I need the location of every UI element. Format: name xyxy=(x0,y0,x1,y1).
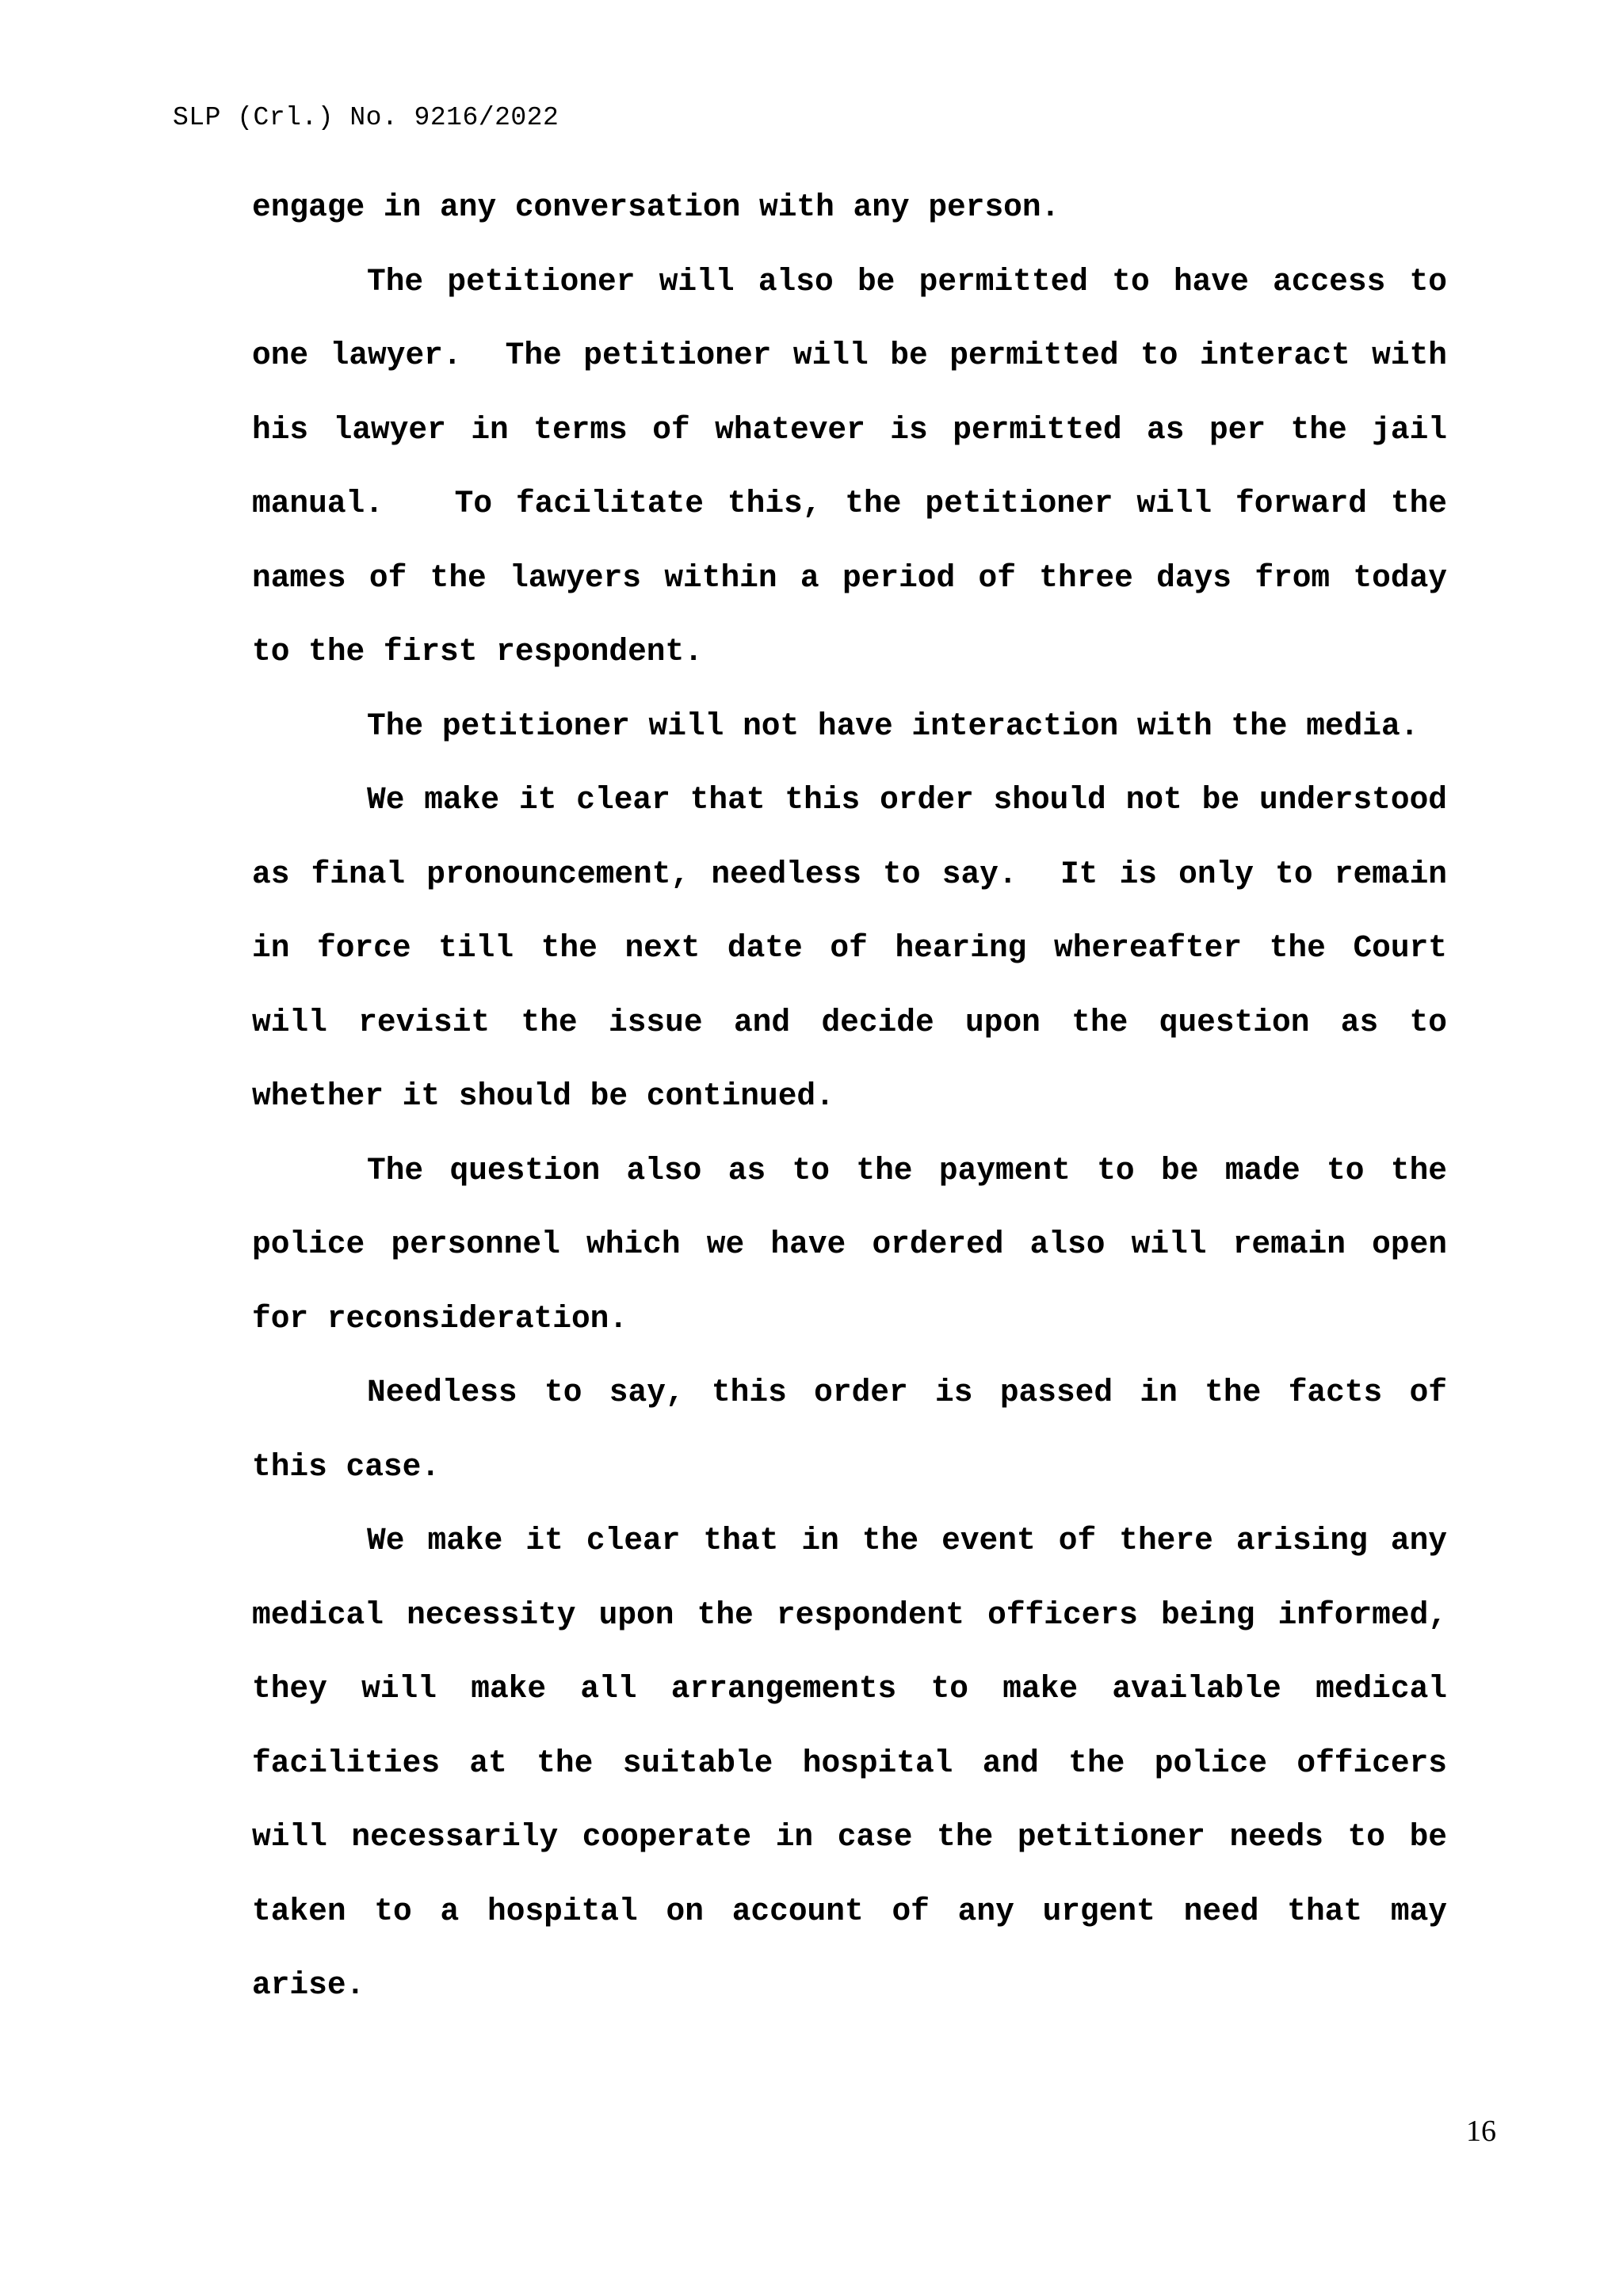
paragraph-continuation: engage in any conversation with any person. xyxy=(252,189,1060,225)
paragraph-lawyer-access: The petitioner will also be permitted to have access to one lawyer. The petitioner will be permitted to interact with his lawyer in terms of whatever is permitted as per the jail manual. To facilitate this, the petitioner will forward the names of the lawyers within a period of three days from today to the first respondent. xyxy=(252,263,1466,669)
paragraph-media: The petitioner will not have interaction with the media. xyxy=(367,707,1419,744)
case-number-header: SLP (Crl.) No. 9216/2022 xyxy=(173,103,559,132)
paragraph-not-final: We make it clear that this order should not be understood as final pronouncement, needless to say. It is only to remain in force till the next date of hearing whereafter the Court will revisit the issue and decide upon the question as to whether it should be continued. xyxy=(252,782,1466,1114)
page-number: 16 xyxy=(1466,2115,1496,2148)
paragraph-police-payment: The question also as to the payment to be made to the police personnel which we have ordered also will remain open for reconsideration. xyxy=(252,1152,1466,1337)
order-body xyxy=(252,170,1466,2023)
paragraph-facts-of-case: Needless to say, this order is passed in the facts of this case. xyxy=(252,1375,1466,1485)
paragraph-medical-necessity: We make it clear that in the event of there arising any medical necessity upon the respondent officers being informed, they will make all arrangements to make available medical facilities at the suitable hospital and the police officers will necessarily cooperate in case the petitioner needs to be taken to a hospital on account of any urgent need that may arise. xyxy=(252,1523,1466,2003)
